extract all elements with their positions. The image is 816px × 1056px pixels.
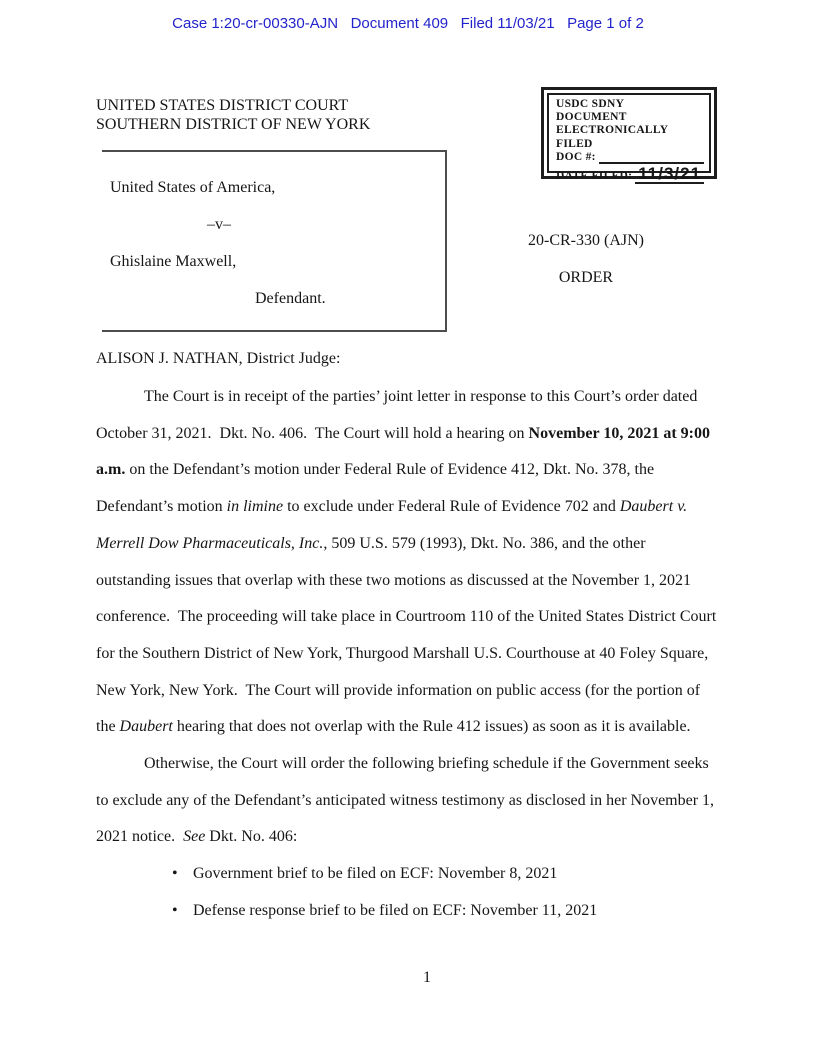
caption-plaintiff: United States of America, <box>110 179 276 196</box>
court-district: SOUTHERN DISTRICT OF NEW YORK <box>96 115 371 133</box>
body-paragraphs <box>96 379 723 856</box>
electronically-filed-stamp <box>541 87 717 184</box>
court-name: UNITED STATES DISTRICT COURT <box>96 97 349 114</box>
stamp-doc-label: DOC #: <box>556 150 596 163</box>
caption-defendant: Ghislaine Maxwell, <box>110 253 237 270</box>
list-item <box>96 856 723 893</box>
body-paragraph: The Court is in receipt of the parties’ joint letter in response to this Court’s order dated October 31, 2021. Dkt. No. 406. The Court will hold a hearing on November 10, 2021 at 9:00 a.m. on the Defendant’s motion under Federal Rule of Evidence 412, Dkt. No. 378, the Defendant’s motion in limine to exclude under Federal Rule of Evidence 702 and Daubert v. Merrell Dow Pharmaceuticals, Inc., 509 U.S. 579 (1993), Dkt. No. 386, and the other outstanding issues that overlap with these two motions as discussed at the November 1, 2021 conference. The proceeding will take place in Courtroom 110 of the United States District Court for the Southern District of New York, Thurgood Marshall U.S. Courthouse at 40 Foley Square, New York, New York. The Court will provide information on public access (for the portion of the Daubert hearing that does not overlap with the Rule 412 issues) as soon as it is available. <box>96 388 717 736</box>
body-paragraph: Otherwise, the Court will order the following briefing schedule if the Government seeks to exclude any of the Defendant’s anticipated witness testimony as disclosed in her November 1, 2021 notice. See Dkt. No. 406: <box>96 755 715 846</box>
stamp-date-label: DATE FILED: <box>556 170 633 183</box>
order-body <box>96 349 723 930</box>
bullet-text: Defense response brief to be filed on ECF: November 11, 2021 <box>193 901 598 919</box>
court-heading <box>96 97 370 134</box>
judge-line: ALISON J. NATHAN, District Judge: <box>96 350 341 367</box>
caption-versus: –v– <box>207 216 231 233</box>
case-number: 20-CR-330 (AJN) <box>528 232 644 249</box>
stamp-date-filed-row <box>556 165 704 184</box>
pacer-header: Case 1:20-cr-00330-AJN Document 409 Filed 11/03/21 Page 1 of 2 <box>172 15 644 32</box>
page-number: 1 <box>423 969 431 986</box>
stamp-inner-frame <box>547 93 711 184</box>
bullet-text: Government brief to be filed on ECF: November 8, 2021 <box>193 865 558 883</box>
caption-defendant-designation: Defendant. <box>255 290 326 307</box>
case-caption-box <box>102 150 447 332</box>
stamp-court-line: USDC SDNY <box>556 98 625 110</box>
stamp-doc-number-row <box>556 151 704 164</box>
list-item <box>96 893 723 930</box>
briefing-schedule-list <box>96 856 723 929</box>
stamp-filed-line: ELECTRONICALLY FILED <box>556 124 668 150</box>
stamp-document-line: DOCUMENT <box>556 111 627 124</box>
stamp-date-value: 11/3/21 <box>635 165 704 184</box>
stamp-doc-blank-line <box>599 151 704 164</box>
order-title: ORDER <box>558 269 614 286</box>
bullet-icon: • <box>172 901 178 919</box>
bullet-icon: • <box>172 865 178 883</box>
